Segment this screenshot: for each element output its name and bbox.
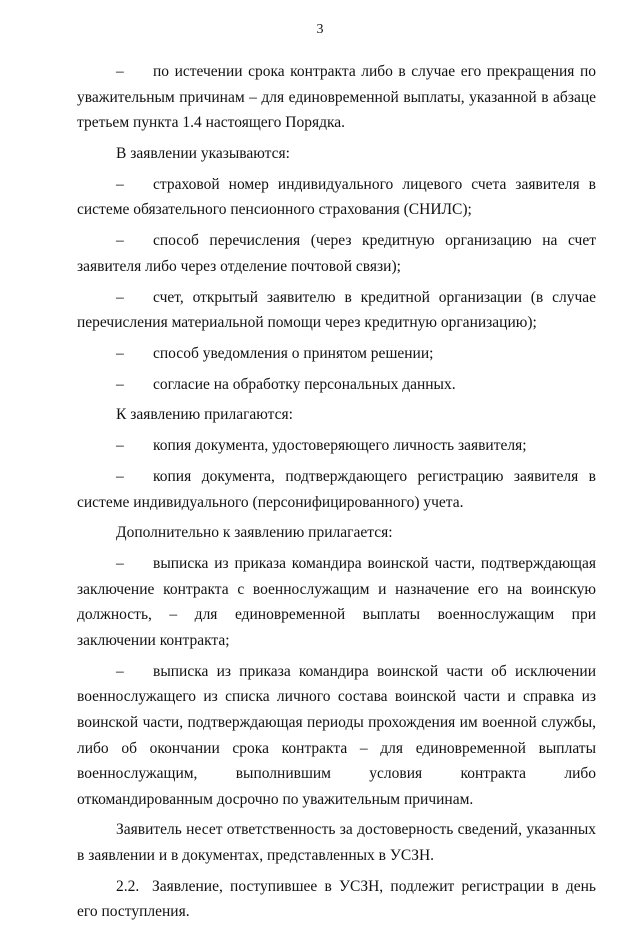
paragraph-text: выписка из приказа командира воинской части, подтверждающая заключение контракта с военнослужащим и назначение его на воинскую должность, – для единовременной выплаты военнослужащим при заключении контракта; [77,555,596,649]
list-item [77,551,596,653]
paragraph-text: способ уведомления о принятом решении; [153,344,434,362]
dash-marker: – [116,375,124,393]
paragraph-text: копия документа, подтверждающего регистрацию заявителя в системе индивидуального (персонифицированного) учета. [77,468,596,511]
paragraph-text: счет, открытый заявителю в кредитной организации (в случае перечисления материальной помощи через кредитную организацию); [77,288,596,332]
dash-marker: – [116,468,124,485]
paragraph-text: выписка из приказа командира воинской части об исключении военнослужащего из списка личного состава воинской части и справка из воинской части, подтверждающая периоды прохождения им военной службы, либо об окончании срока контракта – для единовременной выплаты военнослужащим, выполнившим условия контракта либо откомандированным досрочно по уважительным причинам. [77,662,596,808]
list-item [77,341,596,367]
paragraph: К заявлению прилагаются: [116,406,293,424]
list-item [77,59,596,136]
paragraph-text: копия документа, удостоверяющего личность заявителя; [153,437,527,455]
page-number: 3 [316,22,324,37]
paragraph: В заявлении указываются: [116,144,290,162]
list-item [77,464,596,515]
list-item [77,228,596,279]
dash-marker: – [116,63,124,80]
document-body [77,59,596,930]
list-item [77,433,596,459]
paragraph-text: страховой номер индивидуального лицевого счета заявителя в системе обязательного пенсионного страхования (СНИЛС); [77,175,596,219]
paragraph-text: Заявление, поступившее в УСЗН, подлежит регистрации в день его поступления. [77,877,596,921]
dash-marker: – [116,344,124,362]
dash-marker: – [116,437,124,455]
paragraph: Дополнительно к заявлению прилагается: [116,524,393,542]
numbered-paragraph [77,874,596,925]
list-item [77,659,596,813]
paragraph-text: по истечении срока контракта либо в случае его прекращения по уважительным причинам – для единовременной выплаты, указанной в абзаце третьем пункта 1.4 настоящего Порядка. [77,63,596,132]
dash-marker: – [116,555,124,573]
dash-marker: – [116,175,124,193]
dash-marker: – [116,232,124,250]
clause-number: 2.2. [116,877,140,895]
paragraph-text: согласие на обработку персональных данных. [153,375,456,393]
dash-marker: – [116,662,124,680]
paragraph: Заявитель несет ответственность за достоверность сведений, указанных в заявлении и в документах, представленных в УСЗН. [77,821,596,865]
paragraph-text: способ перечисления (через кредитную организацию на счет заявителя либо через отделение почтовой связи); [77,232,596,275]
dash-marker: – [116,288,124,306]
list-item [77,285,596,336]
list-item [77,172,596,223]
list-item [77,372,596,398]
